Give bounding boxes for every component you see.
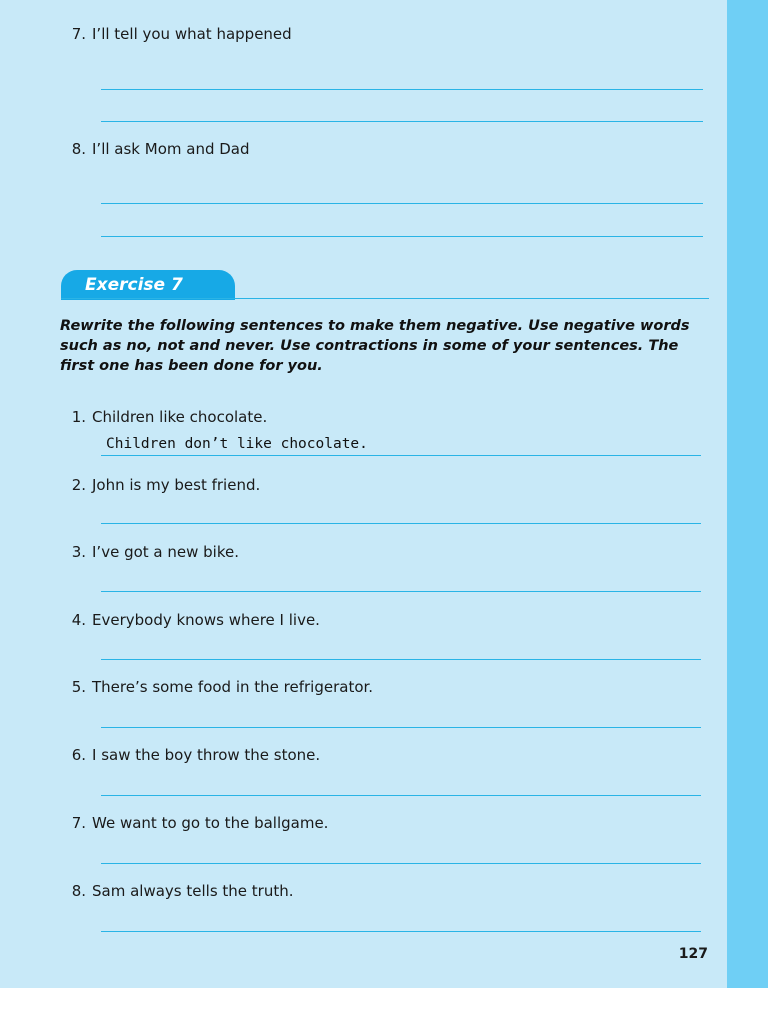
answer-line[interactable] [101, 727, 701, 728]
item-number: 7. [71, 25, 86, 43]
item-text: There’s some food in the refrigerator. [92, 678, 374, 696]
item-number: 6. [71, 746, 86, 764]
item-text: Sam always tells the truth. [92, 882, 294, 900]
answer-line[interactable] [101, 795, 701, 796]
answer-line[interactable] [101, 89, 703, 90]
item-number: 1. [71, 408, 86, 426]
item-text: John is my best friend. [92, 476, 261, 494]
answer-line[interactable] [101, 236, 703, 237]
item-text: I saw the boy throw the stone. [92, 746, 321, 764]
item-number: 5. [71, 678, 86, 696]
answer-line[interactable] [101, 203, 703, 204]
item-text: We want to go to the ballgame. [92, 814, 329, 832]
keyword-not: not [157, 338, 185, 354]
conjunction-and: and [189, 338, 221, 354]
instructions-part-a: Rewrite the following sentences to make them negative. Use negative words such as [60, 318, 690, 354]
item-number: 8. [71, 882, 86, 900]
answer-line[interactable] [101, 863, 701, 864]
answer-line[interactable] [101, 455, 701, 456]
answer-line[interactable] [101, 931, 701, 932]
instructions-part-b: . Use contractions in some of your sentences. The first one has been done for you. [60, 338, 679, 374]
item-number: 2. [71, 476, 86, 494]
answer-line[interactable] [101, 121, 703, 122]
item-text: I’ve got a new bike. [92, 543, 239, 561]
answer-line[interactable] [101, 659, 701, 660]
item-number: 8. [71, 140, 86, 158]
answer-line[interactable] [101, 591, 701, 592]
item-text: Everybody knows where I live. [92, 611, 320, 629]
keyword-never: never [225, 338, 270, 354]
item-text: I’ll tell you what happened [92, 25, 292, 43]
example-answer: Children don’t like chocolate. [106, 436, 368, 452]
page-edge-band [727, 0, 768, 988]
item-number: 4. [71, 611, 86, 629]
exercise-header-rule [61, 298, 709, 299]
exercise-header-tab [61, 270, 235, 300]
exercise-title: Exercise 7 [85, 275, 183, 295]
keyword-no: no, [126, 338, 153, 354]
item-text: Children like chocolate. [92, 408, 268, 426]
exercise-instructions [60, 316, 710, 376]
item-number: 7. [71, 814, 86, 832]
item-number: 3. [71, 543, 86, 561]
page-number: 127 [678, 946, 708, 962]
answer-line[interactable] [101, 523, 701, 524]
item-text: I’ll ask Mom and Dad [92, 140, 250, 158]
